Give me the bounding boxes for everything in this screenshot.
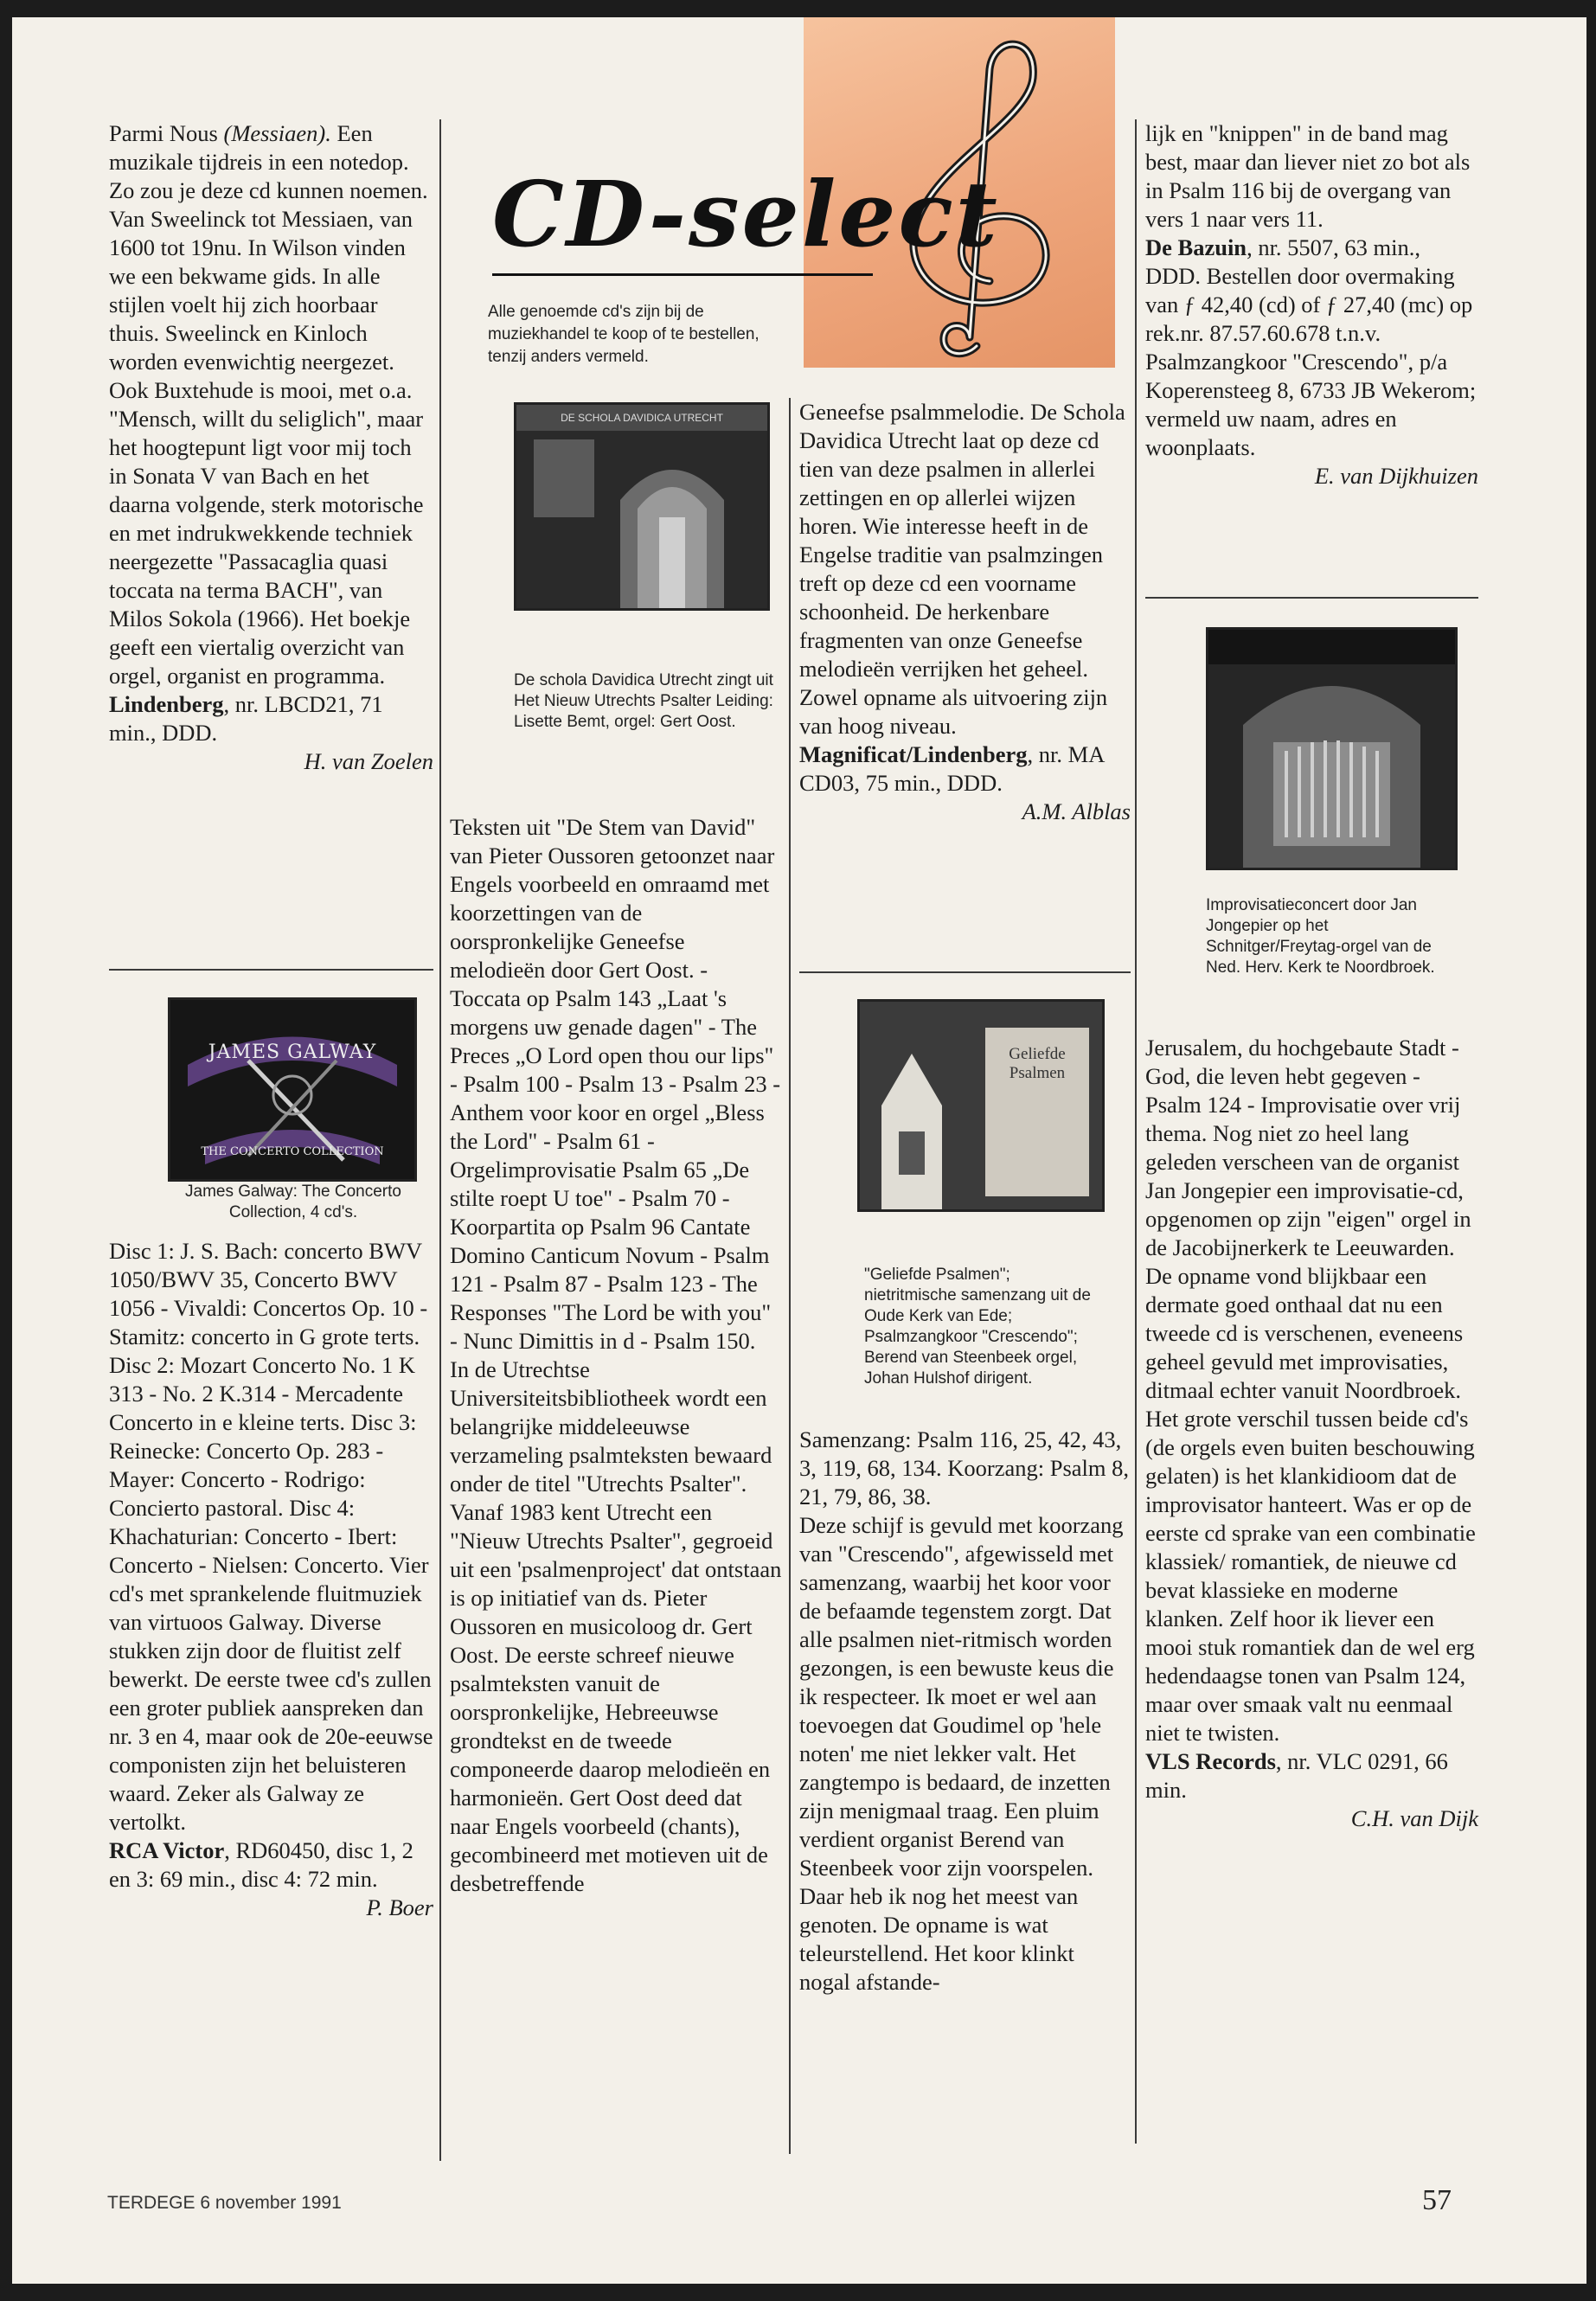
review-3-tracklist: Teksten uit "De Stem van David" van Pieter Oussoren getoonzet naar Engels voorbeeld en omraamd met koorzettingen van de oorspronkelijke Geneefse melodieën door Gert Oost. - Toccata op Psalm 143 „Laat 's morgens uw genade dagen" - The Preces „O Lord open thou our lips" - Psalm 100 - Psalm 13 - Psalm 23 - Anthem voor koor en orgel „Bless the Lord" - Psalm 61 - Orgelimprovisatie Psalm 65 „De stilte roept U toe" - Psalm 70 - Koorpartita op Psalm 96 Cantate Domino Canticum Novum - Psalm 121 - Psalm 87 - Psalm 123 - The Responses "The Lord be with you" - Nunc Dimittis in d - Psalm 150.: [450, 814, 781, 1354]
column-3-lower: [799, 1426, 1131, 1997]
column-rule-1: [439, 119, 441, 2161]
review-4-tracklist: Samenzang: Psalm 116, 25, 42, 43, 3, 119, 68, 134. Koorzang: Psalm 8, 21, 79, 86, 38.: [799, 1426, 1130, 1509]
review-5-label: VLS Records, nr. VLC 0291, 66 min.: [1145, 1748, 1448, 1803]
schola-cover-title: DE SCHOLA DAVIDICA UTRECHT: [561, 412, 723, 424]
column-3: [799, 398, 1131, 826]
column-2: [450, 813, 783, 1898]
organ-caption: Improvisatieconcert door Jan Jongepier op het Schnitger/Freytag-orgel van de Ned. Herv. Kerk te Noordbroek.: [1206, 896, 1435, 977]
review-1-text: Parmi Nous (Messiaen). Een muzikale tijdreis in een notedop. Zo zou je deze cd kunnen noemen. Van Sweelinck tot Messiaen, van 1600 tot 19nu. In Wilson vinden we een bekwame gids. In alle stijlen voelt hij zich hoorbaar thuis. Sweelinck en Kinloch worden evenwichtig neergezet. Ook Buxtehude is mooi, met o.a. "Mensch, willt du seliglich", maar het hoogtepunt ligt voor mij toch in Sonata V van Bach en het daarna volgende, sterk motorische en met indrukwekkende techniek neergezette "Passacaglia quasi toccata na terma BACH", van Milos Sokola (1966). Het boekje geeft een viertalig overzicht van orgel, organist en programma.: [109, 120, 428, 689]
galway-cover-title: JAMES GALWAY: [208, 1042, 377, 1063]
organ-cd-cover: [1206, 627, 1458, 870]
column-rule-3: [1135, 119, 1137, 2144]
review-3-continued: Geneefse psalmmelodie. De Schola Davidica Utrecht laat op deze cd tien van deze psalmen in allerlei zettingen en op allerlei wijzen horen. Wie interesse heeft in de Engelse traditie van psalmzingen treft op deze cd een voorname schoonheid. De herkenbare fragmenten van onze Geneefse melodieën verrijken het geheel. Zowel opname als uitvoering zijn van hoog niveau.: [799, 399, 1125, 739]
psalmen-cover-title: Geliefde Psalmen: [1009, 1045, 1066, 1082]
galway-cd-cover: [168, 997, 417, 1182]
review-3-text: In de Utrechtse Universiteitsbibliotheek wordt een belangrijke middeleeuwse verzameling psalmteksten bewaard onder de titel "Utrechts Psalter". Vanaf 1983 kent Utrecht een "Nieuw Utrechts Psalter", gegroeid uit een 'psalmenproject' dat ontstaan is op initiatief van ds. Pieter Oussoren en musicoloog dr. Gert Oost. De eerste schreef nieuwe psalmteksten vanuit de oorspronkelijke, Hebreeuwse grondtekst en de tweede componeerde daarop melodieën en harmonieën. Gert Oost deed dat naar Engels voorbeeld (chants), gecombineerd met motieven uit de desbetreffende: [450, 1356, 782, 1896]
page-number: 57: [1422, 2184, 1452, 2216]
column-4: [1145, 119, 1478, 490]
review-5-signature: C.H. van Dijk: [1350, 1805, 1478, 1831]
schola-caption: De schola Davidica Utrecht zingt uit Het Nieuw Utrechts Psalter Leiding: Lisette Bemt, orgel: Gert Oost.: [514, 671, 773, 731]
title-underline: [492, 273, 873, 276]
psalmen-cd-cover: [857, 999, 1105, 1212]
review-1-signature: H. van Zoelen: [304, 748, 433, 774]
column-rule-2: [789, 398, 791, 2154]
column-4-lower: [1145, 1034, 1478, 1833]
page-title: CD-select: [492, 161, 1000, 267]
review-2-label: RCA Victor, RD60450, disc 1, 2 en 3: 69 min., disc 4: 72 min.: [109, 1837, 413, 1892]
divider-col3: [799, 971, 1131, 973]
footer-publication: TERDEGE 6 november 1991: [107, 2193, 342, 2213]
header-subtitle: Alle genoemde cd's zijn bij de muziekhandel te koop of te bestellen, tenzij anders vermeld.: [488, 303, 760, 366]
review-4-signature: E. van Dijkhuizen: [1314, 463, 1478, 489]
schola-cd-cover: [514, 402, 770, 611]
magazine-page: [12, 17, 1586, 2284]
galway-caption: James Galway: The Concerto Collection, 4 cd's.: [185, 1183, 401, 1221]
psalmen-caption: "Geliefde Psalmen"; nietritmische samenzang uit de Oude Kerk van Ede; Psalmzangkoor "Crescendo"; Berend van Steenbeek orgel, Johan Hulshof dirigent.: [864, 1266, 1091, 1388]
column-1: [109, 119, 433, 776]
review-4-continued: lijk en "knippen" in de band mag best, maar dan liever niet zo bot als in Psalm 116 bij de overgang van vers 1 naar vers 11.: [1145, 120, 1471, 232]
divider-col1: [109, 969, 433, 971]
divider-col4: [1145, 597, 1478, 599]
review-2-text: Disc 1: J. S. Bach: concerto BWV 1050/BWV 35, Concerto BWV 1056 - Vivaldi: Concertos Op. 10 - Stamitz: concerto in G grote terts. Disc 2: Mozart Concerto No. 1 K 313 - No. 2 K.314 - Mercadente Concerto in e kleine terts. Disc 3: Reinecke: Concerto Op. 283 - Mayer: Concerto - Rodrigo: Concierto pastoral. Disc 4: Khachaturian: Concerto - Ibert: Concerto - Nielsen: Concerto. Vier cd's met sprankelende fluitmuziek van virtuoos Galway. Diverse stukken zijn door de fluitist zelf bewerkt. De eerste twee cd's zullen een groter publiek aanspreken dan nr. 3 en 4, maar ook de 20e-eeuwse componisten zijn het beluisteren waard. Zeker als Galway ze vertolkt.: [109, 1238, 433, 1835]
column-1-lower: [109, 1237, 433, 1922]
review-2-signature: P. Boer: [366, 1894, 433, 1920]
review-4-label: De Bazuin, nr. 5507, 63 min., DDD. Bestellen door overmaking van ƒ 42,40 (cd) of ƒ 27,40 (mc) op rek.nr. 87.57.60.678 t.n.v. Psalmzangkoor "Crescendo", p/a Koperensteeg 8, 6733 JB Wekerom; vermeld uw naam, adres en woonplaats.: [1145, 234, 1477, 460]
galway-cover-subtitle: THE CONCERTO COLLECTION: [201, 1145, 384, 1158]
review-1-label: Lindenberg, nr. LBCD21, 71 min., DDD.: [109, 691, 383, 746]
review-3-signature: A.M. Alblas: [1022, 798, 1131, 824]
review-5-text: Jerusalem, du hochgebaute Stadt - God, die leven hebt gegeven - Psalm 124 - Improvisatie over vrij thema. Nog niet zo heel lang geleden verscheen van de organist Jan Jongepier een improvisatie-cd, opgenomen op zijn "eigen" orgel in de Jacobijnerkerk te Leeuwarden. De opname vond blijkbaar een dermate goed onthaal dat nu een tweede cd is verschenen, eveneens geheel gevuld met improvisaties, ditmaal echter vanuit Noordbroek. Het grote verschil tussen beide cd's (de orgels even buiten beschouwing gelaten) is het klankidioom dat de improvisator hanteert. Was er op de eerste cd sprake van een combinatie klassiek/ romantiek, de nieuwe cd bevat klassieke en moderne klanken. Zelf hoor ik liever een mooi stuk romantiek dan de wel erg hedendaagse tonen van Psalm 124, maar over smaak valt nu eenmaal niet te twisten.: [1145, 1035, 1476, 1746]
review-4-text: Deze schijf is gevuld met koorzang van "Crescendo", afgewisseld met samenzang, waarbij het koor voor de befaamde tegenstem zorgt. Dat alle psalmen niet-ritmisch worden gezongen, is een bewuste keus die ik respecteer. Ik moet er wel aan toevoegen dat Goudimel op 'hele noten' me niet lekker valt. Het zangtempo is bedaard, de inzetten zijn menigmaal traag. Een pluim verdient organist Berend van Steenbeek voor zijn voorspelen. Daar heb ik nog het meest van genoten. De opname is wat teleurstellend. Het koor klinkt nogal afstande-: [799, 1512, 1124, 1995]
review-3-label: Magnificat/Lindenberg, nr. MA CD03, 75 min., DDD.: [799, 741, 1104, 796]
